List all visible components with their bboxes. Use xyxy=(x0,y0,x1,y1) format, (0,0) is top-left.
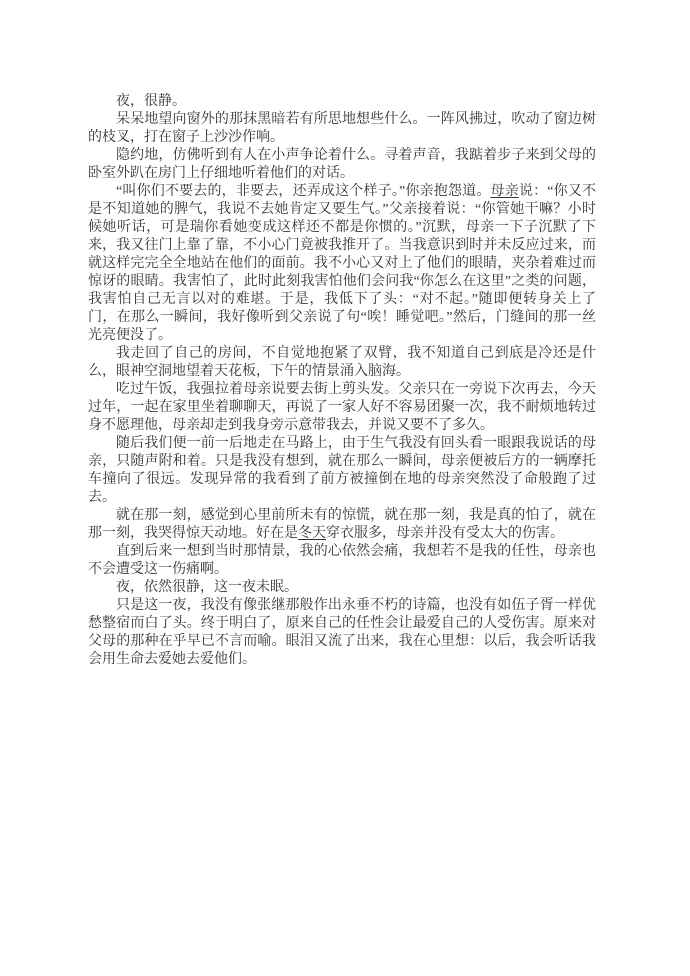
paragraph xyxy=(88,507,596,543)
paragraph xyxy=(88,435,596,507)
paragraph xyxy=(88,183,596,345)
paragraph xyxy=(88,597,596,669)
text-segment: 我走回了自己的房间，不自觉地抱紧了双臂，我不知道自己到底是冷还是什么，眼神空洞地望着天花板，下午的情景涌入脑海。 xyxy=(88,346,596,379)
text-segment: 就在那一刻，感觉到心里前所未有的惊慌，就在那一刻，我是真的怕了，就在那一刻，我哭得惊天动地。好在是 xyxy=(88,508,596,541)
paragraph xyxy=(88,345,596,381)
text-segment: 说：“你又不是不知道她的脾气，我说不去她肯定又要生气。”父亲接着说：“你管她干嘛？小时候她听话，可是瑞你看她变成这样还不都是你惯的。”沉默，母亲一下子沉默了下来，我又往门上靠了靠，不小心门竟被我推开了。当我意识到时并未反应过来，而就这样完完全全地站在他们的面前。我不小心又对上了他们的眼睛，夹杂着难过而惊讶的眼睛。我害怕了，此时此刻我害怕他们会问我“你怎么在这里”之类的问题，我害怕自己无言以对的难堪。于是，我低下了头：“对不起。”随即便转身关上了门，在那么一瞬间，我好像听到父亲说了句“唉！睡觉吧。”然后，门缝间的那一丝光亮便没了。 xyxy=(88,184,597,343)
text-segment: 直到后来一想到当时那情景，我的心依然会痛，我想若不是我的任性，母亲也不会遭受这一伤痛啊。 xyxy=(88,544,596,577)
text-segment: 穿衣服多，母亲并没有受太大的伤害。 xyxy=(326,526,564,541)
text-segment: 夜，依然很静，这一夜未眠。 xyxy=(116,580,298,595)
text-segment: 随后我们便一前一后地走在马路上，由于生气我没有回头看一眼跟我说话的母亲，只随声附和着。只是我没有想到，就在那么一瞬间，母亲便被后方的一辆摩托车撞向了很远。发现异常的我看到了前方被撞倒在地的母亲突然没了命般跑了过去。 xyxy=(88,436,596,505)
paragraph xyxy=(88,579,596,597)
paragraph xyxy=(88,381,596,435)
underlined-phrase: 冬天 xyxy=(298,526,326,541)
paragraph xyxy=(88,93,596,111)
text-segment: 只是这一夜，我没有像张继那般作出永垂不朽的诗篇，也没有如伍子胥一样优愁整宿而白了头。终于明白了，原来自己的任性会让最爱自己的人受伤害。原来对父母的那种在乎早已不言而喻。眼泪又流了出来，我在心里想：以后，我会听话我会用生命去爱她去爱他们。 xyxy=(88,598,596,667)
paragraph xyxy=(88,543,596,579)
text-segment: “叫你们不要去的，非要去，还弄成这个样子。”你亲抱怨道。 xyxy=(116,184,491,199)
essay-body xyxy=(88,93,596,669)
underlined-phrase: 母亲 xyxy=(490,184,519,199)
text-segment: 隐约地，仿佛听到有人在小声争论着什么。寻着声音，我踮着步子来到父母的卧室外趴在房门上仔细地听着他们的对话。 xyxy=(88,148,596,181)
text-segment: 呆呆地望向窗外的那抹黑暗若有所思地想些什么。一阵风拂过，吹动了窗边树的枝叉，打在窗子上沙沙作响。 xyxy=(88,112,596,145)
text-segment: 夜，很静。 xyxy=(116,94,186,109)
paragraph xyxy=(88,147,596,183)
text-segment: 吃过午饭，我强拉着母亲说要去街上剪头发。父亲只在一旁说下次再去，今天过年，一起在家里坐着聊聊天，再说了一家人好不容易团聚一次，我不耐烦地转过身不愿理他，母亲却走到我身旁示意带我去，并说又要不了多久。 xyxy=(88,382,596,433)
paragraph xyxy=(88,111,596,147)
